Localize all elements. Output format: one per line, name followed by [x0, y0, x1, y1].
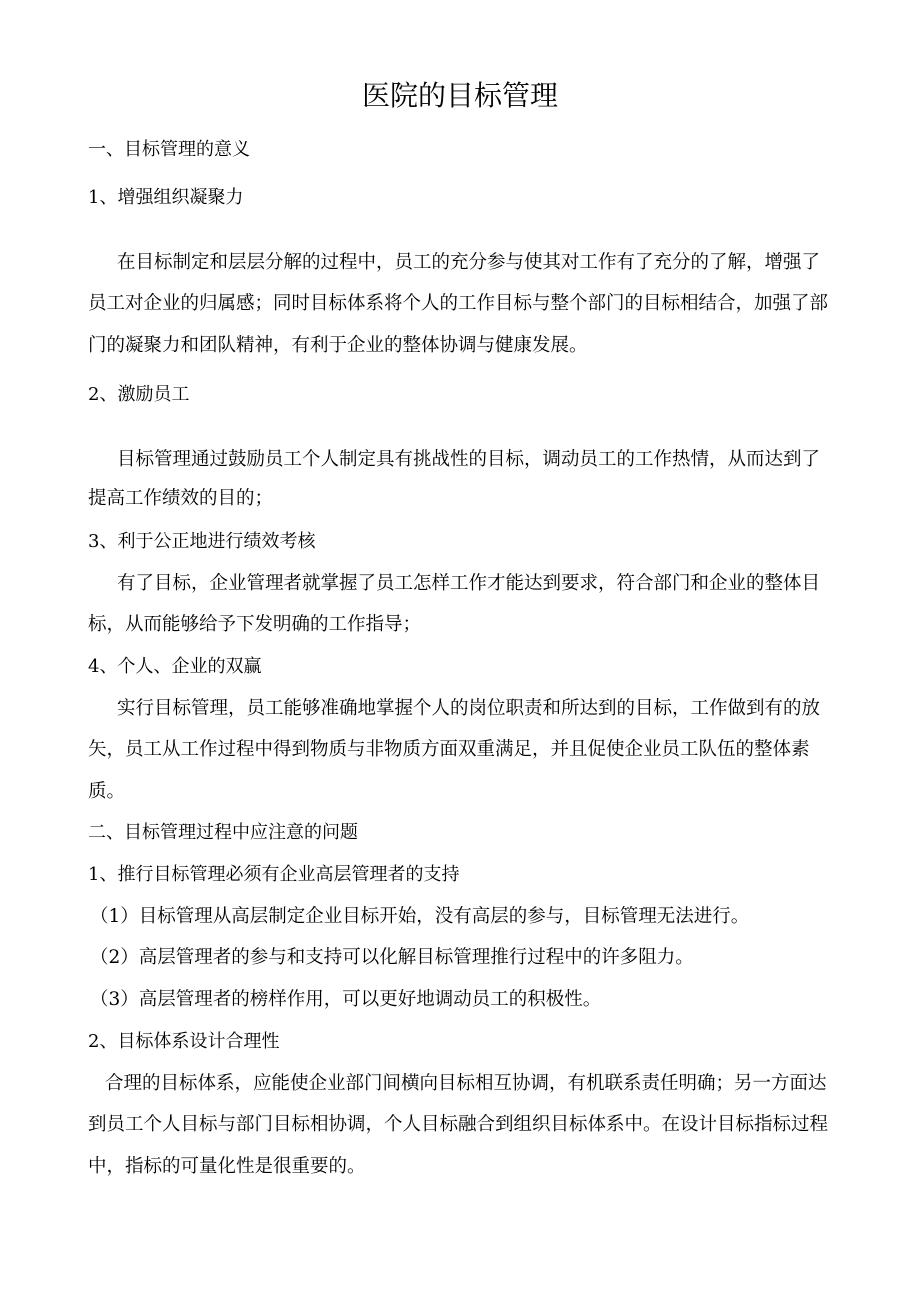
- paragraph-line: 到员工个人目标与部门目标相协调，个人目标融合到组织目标体系中。在设计目标指标过程: [88, 1114, 829, 1135]
- subsection-heading: 4、个人、企业的双赢: [88, 656, 262, 677]
- section-heading: 一、目标管理的意义: [88, 139, 250, 160]
- paragraph-line: 合理的目标体系，应能使企业部门间横向目标相互协调，有机联系责任明确；另一方面达: [105, 1073, 827, 1094]
- list-item: （2）高层管理者的参与和支持可以化解目标管理推行过程中的许多阻力。: [90, 947, 694, 968]
- subsection-heading: 2、激励员工: [88, 384, 190, 405]
- paragraph-line: 目标管理通过鼓励员工个人制定具有挑战性的目标，调动员工的工作热情，从而达到了: [117, 449, 821, 470]
- paragraph-line: 实行目标管理，员工能够准确地掌握个人的岗位职责和所达到的目标，工作做到有的放: [117, 698, 821, 719]
- paragraph-line: 有了目标，企业管理者就掌握了员工怎样工作才能达到要求，符合部门和企业的整体目: [117, 573, 821, 594]
- paragraph-line: 员工对企业的归属感；同时目标体系将个人的工作目标与整个部门的目标相结合，加强了部: [88, 293, 829, 314]
- paragraph-line: 在目标制定和层层分解的过程中，员工的充分参与使其对工作有了充分的了解，增强了: [117, 252, 821, 273]
- list-item: （1）目标管理从高层制定企业目标开始，没有高层的参与，目标管理无法进行。: [90, 906, 750, 927]
- paragraph-line: 中，指标的可量化性是很重要的。: [88, 1156, 366, 1177]
- subsection-heading: 2、目标体系设计合理性: [88, 1031, 280, 1052]
- paragraph-line: 质。: [88, 781, 126, 802]
- subsection-heading: 3、利于公正地进行绩效考核: [88, 531, 316, 552]
- subsection-heading: 1、增强组织凝聚力: [88, 187, 244, 208]
- list-item: （3）高层管理者的榜样作用，可以更好地调动员工的积极性。: [90, 989, 602, 1010]
- paragraph-line: 门的凝聚力和团队精神，有利于企业的整体协调与健康发展。: [88, 335, 588, 356]
- subsection-heading: 1、推行目标管理必须有企业高层管理者的支持: [88, 864, 460, 885]
- document-title: 医院的目标管理: [361, 79, 558, 112]
- paragraph-line: 矢，员工从工作过程中得到物质与非物质方面双重满足，并且促使企业员工队伍的整体素: [88, 739, 810, 760]
- section-heading: 二、目标管理过程中应注意的问题: [88, 822, 358, 843]
- paragraph-line: 提高工作绩效的目的；: [88, 488, 274, 509]
- paragraph-line: 标，从而能够给予下发明确的工作指导；: [88, 614, 422, 635]
